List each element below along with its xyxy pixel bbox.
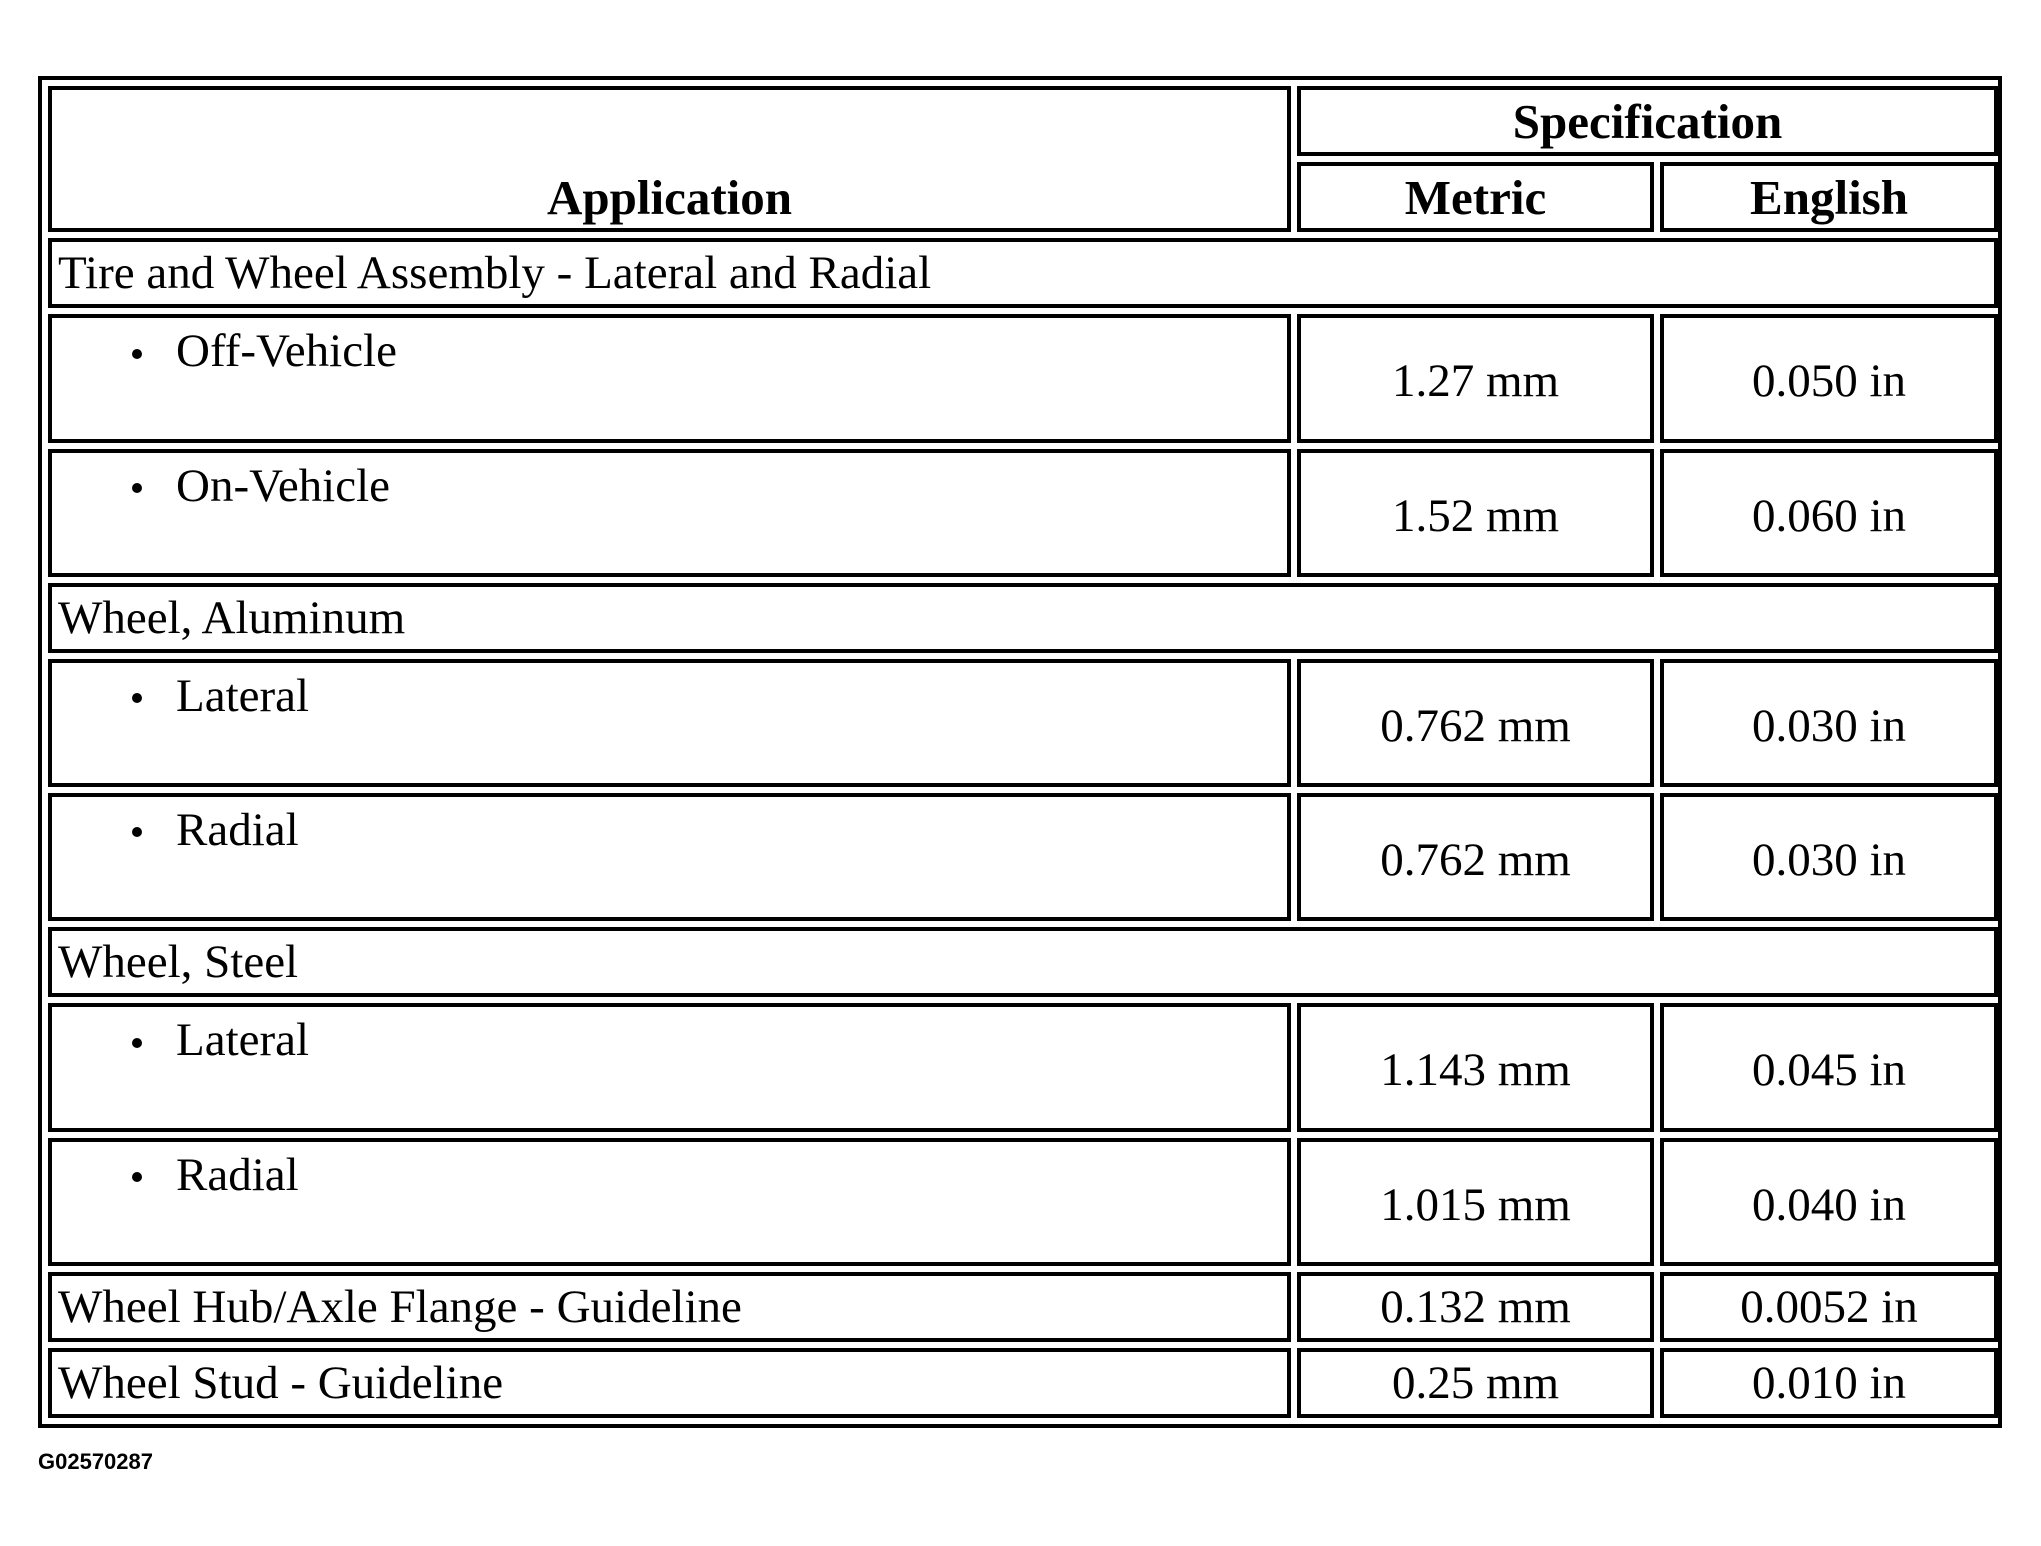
table-row — [48, 659, 1998, 787]
row-label: Wheel Stud - Guideline — [48, 1348, 1291, 1418]
metric-value: 0.762 mm — [1297, 659, 1654, 787]
english-value: 0.010 in — [1660, 1348, 1998, 1418]
item-cell — [48, 1138, 1291, 1266]
bullet-icon — [132, 1038, 142, 1048]
item-label: Lateral — [176, 669, 310, 722]
item-cell — [48, 793, 1291, 921]
item-label: Radial — [176, 804, 299, 857]
metric-value: 1.143 mm — [1297, 1003, 1654, 1131]
table-row — [48, 314, 1998, 442]
item-cell — [48, 314, 1291, 442]
metric-value: 1.015 mm — [1297, 1138, 1654, 1266]
bullet-icon — [132, 827, 142, 837]
item-cell — [48, 449, 1291, 577]
header-application: Application — [48, 86, 1291, 232]
bullet-icon — [132, 349, 142, 359]
group-title: Wheel, Aluminum — [48, 583, 1998, 653]
header-metric: Metric — [1297, 162, 1654, 232]
item-cell — [48, 659, 1291, 787]
header-specification: Specification — [1297, 86, 1998, 156]
row-label: Wheel Hub/Axle Flange - Guideline — [48, 1272, 1291, 1342]
table-row — [48, 1003, 1998, 1131]
english-value: 0.060 in — [1660, 449, 1998, 577]
item-label: Off-Vehicle — [176, 325, 397, 378]
item-label: Radial — [176, 1148, 299, 1201]
header-english: English — [1660, 162, 1998, 232]
bullet-icon — [132, 483, 142, 493]
table-row — [48, 449, 1998, 577]
item-label: On-Vehicle — [176, 459, 391, 512]
table-row — [48, 1348, 1998, 1418]
metric-value: 0.25 mm — [1297, 1348, 1654, 1418]
table-row — [48, 793, 1998, 921]
table-row — [48, 1272, 1998, 1342]
group-title: Tire and Wheel Assembly - Lateral and Radial — [48, 238, 1998, 308]
english-value: 0.040 in — [1660, 1138, 1998, 1266]
bullet-icon — [132, 693, 142, 703]
metric-value: 0.762 mm — [1297, 793, 1654, 921]
metric-value: 1.27 mm — [1297, 314, 1654, 442]
specification-table — [42, 80, 2004, 1424]
metric-value: 1.52 mm — [1297, 449, 1654, 577]
metric-value: 0.132 mm — [1297, 1272, 1654, 1342]
item-label: Lateral — [176, 1014, 310, 1067]
english-value: 0.030 in — [1660, 793, 1998, 921]
table-row — [48, 1138, 1998, 1266]
english-value: 0.0052 in — [1660, 1272, 1998, 1342]
item-cell — [48, 1003, 1291, 1131]
english-value: 0.050 in — [1660, 314, 1998, 442]
group-title: Wheel, Steel — [48, 927, 1998, 997]
figure-id: G02570287 — [38, 1449, 153, 1474]
english-value: 0.030 in — [1660, 659, 1998, 787]
english-value: 0.045 in — [1660, 1003, 1998, 1131]
bullet-icon — [132, 1172, 142, 1182]
